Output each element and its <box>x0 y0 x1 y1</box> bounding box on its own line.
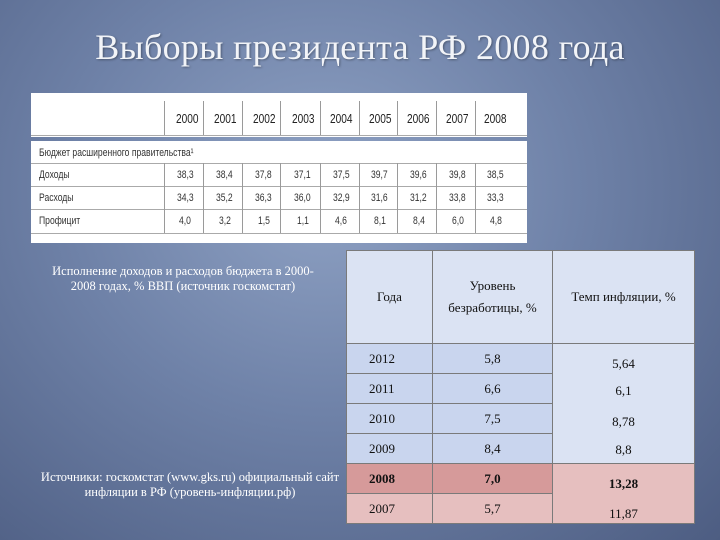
budget-cell: 39,8 <box>449 169 466 181</box>
budget-year: 2008 <box>484 111 507 126</box>
budget-cell: 4,8 <box>490 215 502 227</box>
budget-cell: 32,9 <box>333 192 350 204</box>
budget-cell: 38,3 <box>177 169 194 181</box>
budget-caption: Исполнение доходов и расходов бюджета в 2000-2008 годах, % ВВП (источник госкомстат) <box>52 264 314 293</box>
year-cell: 2009 <box>347 434 433 464</box>
budget-cell: 39,7 <box>371 169 388 181</box>
unemployment-cell: 8,4 <box>433 434 553 464</box>
header-year: Года <box>347 251 433 344</box>
budget-cell: 8,4 <box>413 215 425 227</box>
budget-year: 2007 <box>446 111 469 126</box>
budget-cell: 37,8 <box>255 169 272 181</box>
budget-table-body-strip <box>31 141 527 243</box>
budget-cell: 1,1 <box>297 215 309 227</box>
budget-cell: 34,3 <box>177 192 194 204</box>
unemployment-cell: 6,6 <box>433 374 553 404</box>
inflation-cell: 6,1 <box>615 383 632 398</box>
budget-section-label: Бюджет расширенного правительства¹ <box>39 147 194 159</box>
table-row <box>347 464 695 494</box>
budget-year: 2004 <box>330 111 353 126</box>
year-cell: 2012 <box>347 344 433 374</box>
slide-title: Выборы президента РФ 2008 года <box>95 27 625 67</box>
unemployment-cell: 5,7 <box>433 494 553 524</box>
budget-cell: 39,6 <box>410 169 427 181</box>
budget-cell: 4,0 <box>179 215 191 227</box>
budget-year: 2003 <box>292 111 315 126</box>
budget-cell: 1,5 <box>258 215 270 227</box>
stats-header-row <box>347 251 695 344</box>
inflation-column-pink <box>553 464 695 524</box>
year-cell: 2011 <box>347 374 433 404</box>
unemployment-cell: 7,5 <box>433 404 553 434</box>
budget-cell: 36,3 <box>255 192 272 204</box>
inflation-cell: 11,87 <box>609 506 638 521</box>
budget-year: 2001 <box>214 111 237 126</box>
budget-cell: 38,4 <box>216 169 233 181</box>
inflation-cell: 13,28 <box>608 476 639 491</box>
table-row <box>347 344 695 374</box>
inflation-cell: 8,8 <box>615 442 632 457</box>
budget-cell: 36,0 <box>294 192 311 204</box>
budget-cell: 3,2 <box>219 215 231 227</box>
inflation-cell: 8,78 <box>612 414 635 429</box>
budget-year: 2000 <box>176 111 199 126</box>
budget-cell: 8,1 <box>374 215 386 227</box>
budget-row-label: Профицит <box>39 215 81 227</box>
sources-note: Источники: госкомстат (www.gks.ru) официальный сайт инфляции в РФ (уровень-инфляции.рф) <box>40 470 340 499</box>
budget-cell: 37,5 <box>333 169 350 181</box>
budget-table <box>31 93 527 243</box>
inflation-cell: 5,64 <box>612 356 635 371</box>
budget-row-label: Доходы <box>39 169 70 181</box>
budget-cell: 37,1 <box>294 169 311 181</box>
year-cell: 2007 <box>347 494 433 524</box>
budget-year: 2006 <box>407 111 430 126</box>
budget-cell: 35,2 <box>216 192 233 204</box>
budget-row-label: Расходы <box>39 192 74 204</box>
budget-year: 2002 <box>253 111 276 126</box>
header-unemployment: Уровень безработицы, % <box>433 251 553 344</box>
budget-cell: 31,2 <box>410 192 427 204</box>
header-inflation: Темп инфляции, % <box>553 251 695 344</box>
budget-table-header-strip <box>31 93 527 137</box>
budget-year: 2005 <box>369 111 392 126</box>
budget-cell: 6,0 <box>452 215 464 227</box>
year-cell: 2010 <box>347 404 433 434</box>
budget-cell: 4,6 <box>335 215 347 227</box>
stats-table <box>346 250 695 524</box>
unemployment-cell: 5,8 <box>433 344 553 374</box>
inflation-column-blue <box>553 344 695 464</box>
unemployment-cell: 7,0 <box>433 464 553 494</box>
budget-cell: 33,3 <box>487 192 504 204</box>
budget-cell: 31,6 <box>371 192 388 204</box>
budget-cell: 38,5 <box>487 169 504 181</box>
year-cell: 2008 <box>347 464 433 494</box>
budget-cell: 33,8 <box>449 192 466 204</box>
